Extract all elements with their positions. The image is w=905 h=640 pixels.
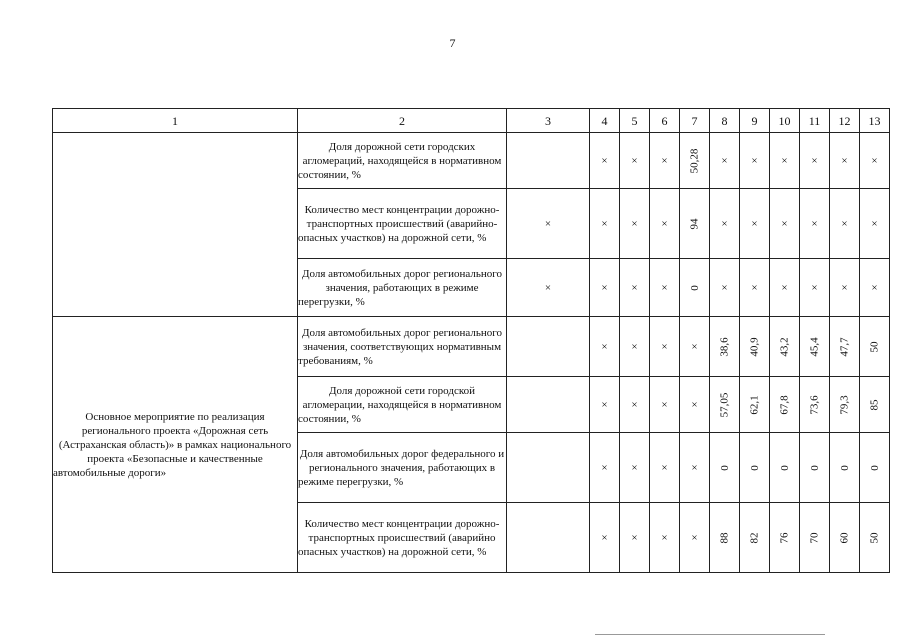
- not-applicable-mark: ×: [620, 259, 650, 317]
- value-cell: [710, 433, 740, 503]
- column-header: 10: [770, 109, 800, 133]
- column-header: 2: [298, 109, 507, 133]
- value-text: 50: [868, 341, 881, 352]
- value-text: 0: [808, 464, 821, 471]
- value-text: 0: [838, 464, 851, 471]
- value-text: 70: [808, 532, 821, 543]
- value-cell: [710, 503, 740, 573]
- column-header: 11: [800, 109, 830, 133]
- value-cell: [710, 317, 740, 377]
- column-header: 4: [590, 109, 620, 133]
- value-cell: [680, 259, 710, 317]
- indicator-table: [52, 108, 890, 573]
- not-applicable-mark: ×: [800, 189, 830, 259]
- not-applicable-mark: ×: [650, 317, 680, 377]
- value-text: 62,1: [748, 394, 761, 415]
- value-cell: [830, 433, 860, 503]
- empty-cell: [507, 503, 590, 573]
- value-cell: [740, 503, 770, 573]
- not-applicable-mark: ×: [680, 433, 710, 503]
- not-applicable-mark: ×: [590, 317, 620, 377]
- empty-event-cell: [53, 133, 298, 317]
- not-applicable-mark: ×: [710, 259, 740, 317]
- not-applicable-mark: ×: [770, 133, 800, 189]
- value-cell: [680, 133, 710, 189]
- not-applicable-mark: ×: [710, 189, 740, 259]
- value-cell: [800, 433, 830, 503]
- not-applicable-mark: ×: [650, 433, 680, 503]
- value-cell: [740, 433, 770, 503]
- not-applicable-mark: ×: [860, 259, 890, 317]
- not-applicable-mark: ×: [590, 133, 620, 189]
- not-applicable-mark: ×: [680, 503, 710, 573]
- footer-rule: [595, 634, 825, 635]
- not-applicable-mark: ×: [740, 189, 770, 259]
- not-applicable-mark: ×: [590, 189, 620, 259]
- value-text: 0: [688, 284, 701, 291]
- empty-cell: [507, 433, 590, 503]
- not-applicable-mark: ×: [860, 133, 890, 189]
- value-cell: [830, 377, 860, 433]
- value-cell: [740, 317, 770, 377]
- value-cell: [800, 503, 830, 573]
- value-text: 88: [718, 532, 731, 543]
- not-applicable-mark: ×: [590, 377, 620, 433]
- not-applicable-mark: ×: [590, 433, 620, 503]
- not-applicable-mark: ×: [620, 433, 650, 503]
- not-applicable-mark: ×: [620, 189, 650, 259]
- empty-cell: [507, 317, 590, 377]
- not-applicable-mark: ×: [620, 503, 650, 573]
- value-cell: [860, 433, 890, 503]
- header-row: [53, 109, 890, 133]
- page-number: 7: [449, 36, 456, 50]
- column-header: 3: [507, 109, 590, 133]
- indicator-name: Доля автомобильных дорог регионального значения, работающих в режиме перегрузки, %: [298, 259, 507, 317]
- not-applicable-mark: ×: [830, 133, 860, 189]
- not-applicable-mark: ×: [507, 189, 590, 259]
- value-cell: [800, 377, 830, 433]
- value-text: 0: [778, 464, 791, 471]
- not-applicable-mark: ×: [770, 259, 800, 317]
- not-applicable-mark: ×: [680, 377, 710, 433]
- value-cell: [800, 317, 830, 377]
- not-applicable-mark: ×: [620, 133, 650, 189]
- column-header: 7: [680, 109, 710, 133]
- value-text: 0: [748, 464, 761, 471]
- column-header: 9: [740, 109, 770, 133]
- not-applicable-mark: ×: [800, 133, 830, 189]
- not-applicable-mark: ×: [740, 133, 770, 189]
- not-applicable-mark: ×: [650, 377, 680, 433]
- value-text: 43,2: [778, 336, 791, 357]
- column-header: 8: [710, 109, 740, 133]
- not-applicable-mark: ×: [770, 189, 800, 259]
- not-applicable-mark: ×: [860, 189, 890, 259]
- value-text: 50,28: [688, 148, 701, 173]
- indicator-name: Количество мест концентрации дорожно-транспортных происшествий (аварийно-опасных участков) на дорожной сети, %: [298, 189, 507, 259]
- indicator-name: Количество мест концентрации дорожно-транспортных происшествий (аварийно опасных участков) на дорожной сети, %: [298, 503, 507, 573]
- table-row: [53, 317, 890, 377]
- not-applicable-mark: ×: [830, 189, 860, 259]
- value-cell: [860, 503, 890, 573]
- not-applicable-mark: ×: [680, 317, 710, 377]
- indicator-name: Доля дорожной сети городской агломерации, находящейся в нормативном состоянии, %: [298, 377, 507, 433]
- value-cell: [860, 377, 890, 433]
- value-text: 45,4: [808, 336, 821, 357]
- indicator-name: Доля дорожной сети городских агломераций, находящейся в нормативном состоянии, %: [298, 133, 507, 189]
- value-text: 0: [718, 464, 731, 471]
- not-applicable-mark: ×: [740, 259, 770, 317]
- value-cell: [740, 377, 770, 433]
- column-header: 12: [830, 109, 860, 133]
- value-text: 47,7: [838, 336, 851, 357]
- not-applicable-mark: ×: [710, 133, 740, 189]
- value-text: 40,9: [748, 336, 761, 357]
- not-applicable-mark: ×: [507, 259, 590, 317]
- empty-cell: [507, 133, 590, 189]
- value-cell: [710, 377, 740, 433]
- value-text: 85: [868, 399, 881, 410]
- value-text: 76: [778, 532, 791, 543]
- not-applicable-mark: ×: [650, 503, 680, 573]
- value-text: 38,6: [718, 336, 731, 357]
- column-header: 5: [620, 109, 650, 133]
- table-row: [53, 133, 890, 189]
- not-applicable-mark: ×: [650, 133, 680, 189]
- value-cell: [770, 503, 800, 573]
- not-applicable-mark: ×: [620, 317, 650, 377]
- value-text: 94: [688, 218, 701, 229]
- not-applicable-mark: ×: [590, 503, 620, 573]
- value-cell: [830, 317, 860, 377]
- not-applicable-mark: ×: [830, 259, 860, 317]
- value-text: 67,8: [778, 394, 791, 415]
- not-applicable-mark: ×: [800, 259, 830, 317]
- value-text: 82: [748, 532, 761, 543]
- value-cell: [680, 189, 710, 259]
- column-header: 6: [650, 109, 680, 133]
- empty-cell: [507, 377, 590, 433]
- value-text: 0: [868, 464, 881, 471]
- indicator-name: Доля автомобильных дорог федерального и регионального значения, работающих в режиме перегрузки, %: [298, 433, 507, 503]
- not-applicable-mark: ×: [650, 259, 680, 317]
- value-text: 79,3: [838, 394, 851, 415]
- value-cell: [770, 433, 800, 503]
- value-cell: [770, 317, 800, 377]
- event-description: Основное мероприятие по реализация регионального проекта «Дорожная сеть (Астраханская область)» в рамках национального проекта «Безопасные и качественные автомобильные дороги»: [53, 317, 298, 573]
- value-text: 50: [868, 532, 881, 543]
- value-cell: [860, 317, 890, 377]
- column-header: 1: [53, 109, 298, 133]
- not-applicable-mark: ×: [620, 377, 650, 433]
- column-header: 13: [860, 109, 890, 133]
- not-applicable-mark: ×: [650, 189, 680, 259]
- indicator-name: Доля автомобильных дорог регионального значения, соответствующих нормативным требованиям, %: [298, 317, 507, 377]
- value-cell: [830, 503, 860, 573]
- value-text: 73,6: [808, 394, 821, 415]
- not-applicable-mark: ×: [590, 259, 620, 317]
- value-text: 60: [838, 532, 851, 543]
- value-cell: [770, 377, 800, 433]
- value-text: 57,05: [718, 392, 731, 417]
